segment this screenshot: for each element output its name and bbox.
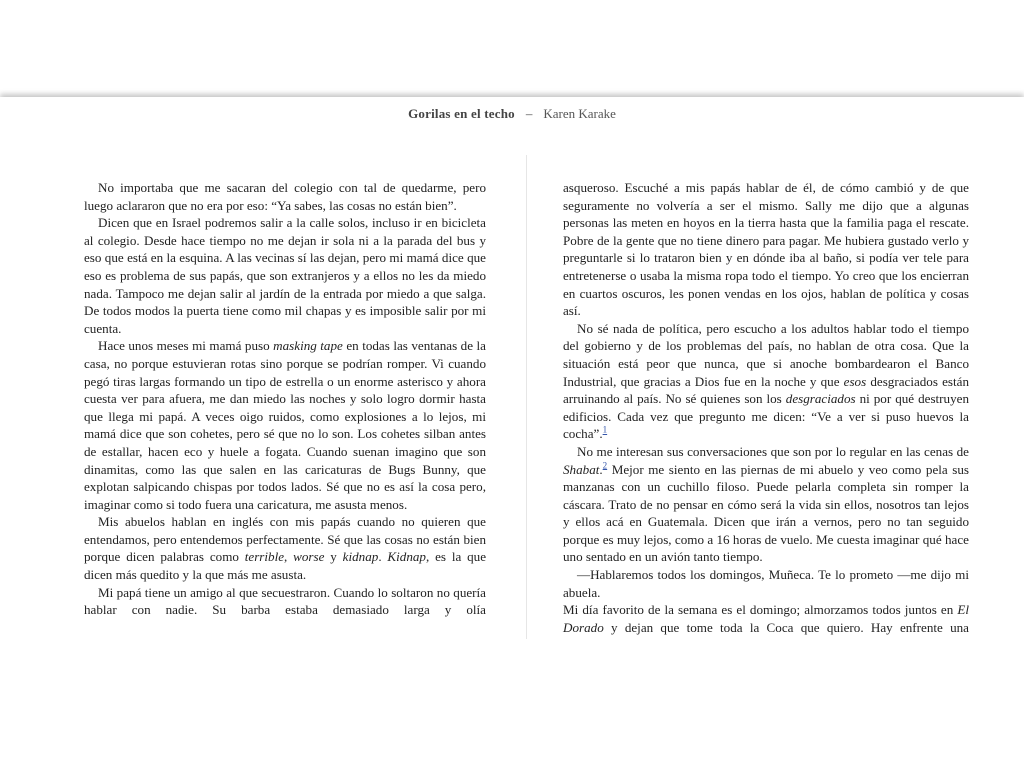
reader-view [0, 97, 1024, 768]
italic-term: El Dorado [563, 602, 969, 635]
italic-term: worse [293, 549, 325, 565]
paragraph: No me interesan sus conversaciones que son por lo regular en las cenas de Shabat.$^2$ Mejor me siento en las piernas de mi abuelo y veo como pela sus manzanas con un cuchillo filoso. Puede pelarla completa sin romper la cáscara. Trato de no pensar en cómo será la vida sin ellos, nosotros tan lejos y ellos acá en Guatemala. Dicen que irán a vernos, pero no tan seguido porque es muy lejos, como a 16 horas de vuelo. Me cuesta imaginar qué hace uno sentado en un avión tanto tiempo. [563, 443, 969, 565]
paragraph: No importaba que me sacaran del colegio con tal de quedarme, pero luego aclararon que no era por eso: “Ya sabes, las cosas no están bien”. [84, 180, 486, 213]
paragraph: Dicen que en Israel podremos salir a la calle solos, incluso ir en bicicleta al colegio. Desde hace tiempo no me dejan ir sola ni a la parada del bus y eso que está en la esquina. A las vecinas sí las dejan, pero mi mamá dice que eso es problema de sus papás, que son extranjeros y a ellos no les da miedo nada. Tampoco me dejan salir al jardín de la entrada por miedo a que salga. De todos modos la puerta tiene como mil chapas y es imposible salir por mi cuenta. [84, 215, 486, 336]
top-band [0, 0, 1024, 97]
italic-term: esos [843, 373, 867, 389]
italic-term: kidnap [342, 549, 379, 565]
book-title: Gorilas en el techo [408, 106, 515, 121]
italic-term: terrible [244, 549, 285, 565]
footnote-link-2[interactable]: 2 [602, 460, 608, 471]
paragraph: asqueroso. Escuché a mis papás hablar de él, de cómo cambió y de que seguramente no volvería a ser el mismo. Sally me dijo que a algunas personas las meten en hoyos en la tierra hasta que la familia paga el rescate. Pobre de la gente que no tiene dinero para pagar. Me hubiera gustado verlo y preguntarle si lo trataron bien y en dónde iba al baño, si podía ver tele para entretenerse o usaba la misma ropa todo el tiempo. Yo creo que los encierran en cuartos oscuros, les ponen vendas en los ojos, hablan de política y cosas así. [563, 180, 969, 319]
italic-term: masking tape [273, 338, 343, 354]
paragraph: Hace unos meses mi mamá puso masking tape en todas las ventanas de la casa, no porque estuvieran rotas sino porque se podrían romper. Vi cuando pegó tiras largas formando un tipo de estrella o un enorme asterisco y ahora cuesta ver para afuera, me dan miedo las noches y solo logro dormir hasta que llega mi papá. A veces oigo ruidos, como explosiones a lo lejos, mi mamá dice que son cohetes, pero sé que no lo son. Los cohetes silban antes de estallar, hacen eco y huele a fogata. Cuando suenan imagino que son dinamitas, como las que salen en las caricaturas de Bugs Bunny, que explotan salpicando chispas por todos lados. Sé que no es así la cosa pero, imaginar como si todo fuera una caricatura, me asusta menos. [84, 338, 486, 512]
paragraph: Mis abuelos hablan en inglés con mis papás cuando no quieren que entendamos, pero entendemos perfectamente. Sé que las cosas no están bien porque dicen palabras como terrible, worse y kidnap. Kidnap, es la que dicen más quedito y la que más me asusta. [84, 514, 487, 583]
paragraph: Mi papá tiene un amigo al que secuestraron. Cuando lo soltaron no quería hablar con nadie. Su barba estaba demasiado larga y olía [84, 584, 486, 618]
footnote-link-1[interactable]: 1 [602, 424, 608, 435]
book-author: Karen Karake [543, 106, 616, 121]
left-page [84, 179, 486, 619]
paragraph: —Hablaremos todos los domingos, Muñeca. Te lo prometo —me dijo mi abuela. [563, 567, 969, 600]
italic-term: Kidnap [387, 549, 426, 565]
italic-term: desgraciados [785, 391, 856, 407]
paragraph: Mi día favorito de la semana es el domingo; almorzamos todos juntos en El Dorado y dejan que tome toda la Coca que quiero. Hay enfrente una [563, 602, 969, 635]
reader-header [0, 97, 1024, 131]
italic-term: Shabat [563, 461, 600, 477]
header-separator: – [525, 106, 533, 121]
paragraph: No sé nada de política, pero escucho a los adultos hablar todo el tiempo del gobierno y de los problemas del país, no hablan de otra cosa. Que la situación está peor que nunca, que si anoche bombardearon el Banco Industrial, que gracias a Dios fue en la noche y que esos desgraciados están arruinando al país. No sé quienes son los desgraciados ni por qué destruyen edificios. Cada vez que pregunto me dicen: “Ve a ver si puso huevos la cocha”.$^1$ [563, 320, 969, 442]
right-page [563, 179, 969, 636]
page-divider [526, 155, 527, 639]
